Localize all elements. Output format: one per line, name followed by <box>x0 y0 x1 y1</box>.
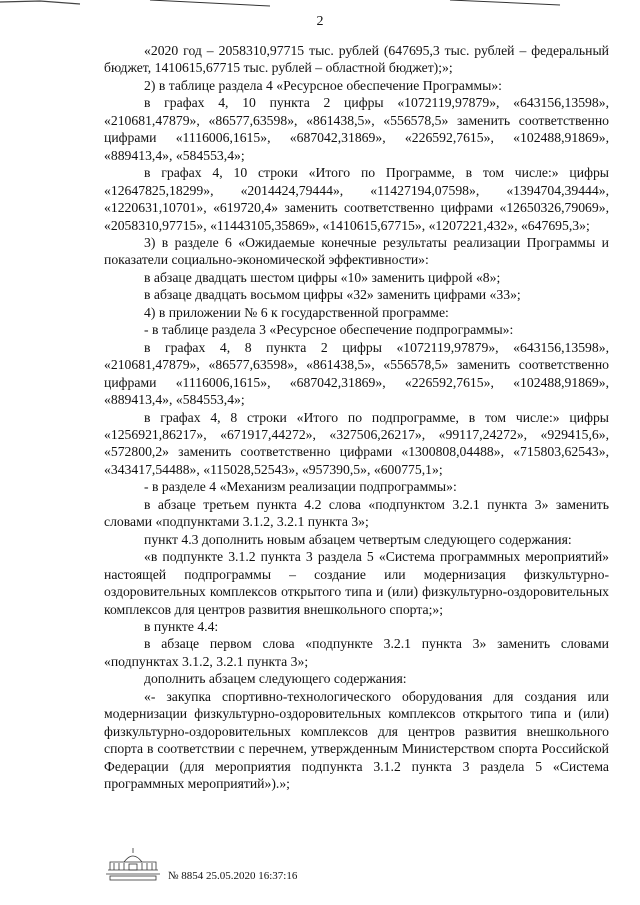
paragraph: 3) в разделе 6 «Ожидаемые конечные результаты реализации Программы и показатели социально-экономической эффективности»: <box>104 234 609 268</box>
paragraph: в абзаце третьем пункта 4.2 слова «подпунктом 3.2.1 пункта 3» заменить словами «подпунктами 3.1.2, 3.2.1 пункта 3»; <box>104 496 609 530</box>
building-crest-icon <box>104 846 162 882</box>
paragraph: в пункте 4.4: <box>144 618 219 634</box>
paragraph: «2020 год – 2058310,97715 тыс. рублей (647695,3 тыс. рублей – федеральный бюджет, 1410615,67715 тыс. рублей – областной бюджет);»; <box>104 43 609 76</box>
paragraph: в графах 4, 10 строки «Итого по Программе, в том числе:» цифры «12647825,18299», «2014424,79444», «11427194,07598», «1394704,39444», «1220631,10701», «619720,4» заменить соответственно цифрами «12650326,79069», «2058310,97715», «11443105,35869», «1410615,67715», «1207221,432», «647695,3»; <box>104 165 609 233</box>
scan-edge-marks <box>0 0 640 8</box>
registration-number: № 8854 25.05.2020 16:37:16 <box>168 870 298 882</box>
paragraph: 4) в приложении № 6 к государственной программе: <box>144 304 449 320</box>
paragraph: - в разделе 4 «Механизм реализации подпрограммы»: <box>144 479 457 495</box>
paragraph: в графах 4, 10 пункта 2 цифры «1072119,97879», «643156,13598», «210681,47879», «86577,63598», «861438,5», «556578,5» заменить соответственно цифрами «1116006,1615», «687042,31869», «226592,7615», «102488,91869», «889413,4», «584553,4»; <box>104 95 609 163</box>
paragraph: в абзаце первом слова «подпункте 3.2.1 пункта 3» заменить словами «подпунктах 3.1.2, 3.2.1 пункта 3»; <box>104 636 609 669</box>
paragraph: в графах 4, 8 пункта 2 цифры «1072119,97879», «643156,13598», «210681,47879», «86577,63598», «861438,5», «556578,5» заменить соответственно цифрами «1116006,1615», «687042,31869», «226592,7615», «102488,91869», «889413,4», «584553,4»; <box>104 339 609 408</box>
document-body <box>104 42 609 792</box>
paragraph: в графах 4, 8 строки «Итого по подпрограмме, в том числе:» цифры «1256921,86217», «671917,44272», «327506,26217», «99117,24272», «929415,6», «572800,2» заменить соответственно цифрами «1300808,04488», «715803,62543», «343417,54488», «115028,52543», «957390,5», «600775,1»; <box>104 409 609 477</box>
paragraph: в абзаце двадцать восьмом цифры «32» заменить цифрами «33»; <box>144 287 521 303</box>
paragraph: в абзаце двадцать шестом цифры «10» заменить цифрой «8»; <box>144 269 501 285</box>
page-number: 2 <box>316 14 324 29</box>
paragraph: «- закупка спортивно-технологического оборудования для создания или модернизации физкультурно-оздоровительных комплексов открытого типа и (или) физкультурно-оздоровительных комплексов для центров развития внешкольного спорта в соответствии с перечнем, утвержденным Министерством спорта Российской Федерации (для мероприятия подпункта 3.1.2 пункта 3 раздела 5 «Система программных мероприятий»).»; <box>104 688 609 792</box>
paragraph: «в подпункте 3.1.2 пункта 3 раздела 5 «Система программных мероприятий» настоящей подпрограммы – создание или модернизация физкультурно-оздоровительных комплексов открытого типа и (или) физкультурно-оздоровительных комплексов для центров развития внешкольного спорта;»; <box>104 549 609 617</box>
paragraph: 2) в таблице раздела 4 «Ресурсное обеспечение Программы»: <box>144 77 502 93</box>
paragraph: дополнить абзацем следующего содержания: <box>144 671 407 687</box>
paragraph: - в таблице раздела 3 «Ресурсное обеспечение подпрограммы»: <box>144 322 514 338</box>
footer <box>104 846 364 894</box>
paragraph: пункт 4.3 дополнить новым абзацем четвертым следующего содержания: <box>144 531 572 547</box>
